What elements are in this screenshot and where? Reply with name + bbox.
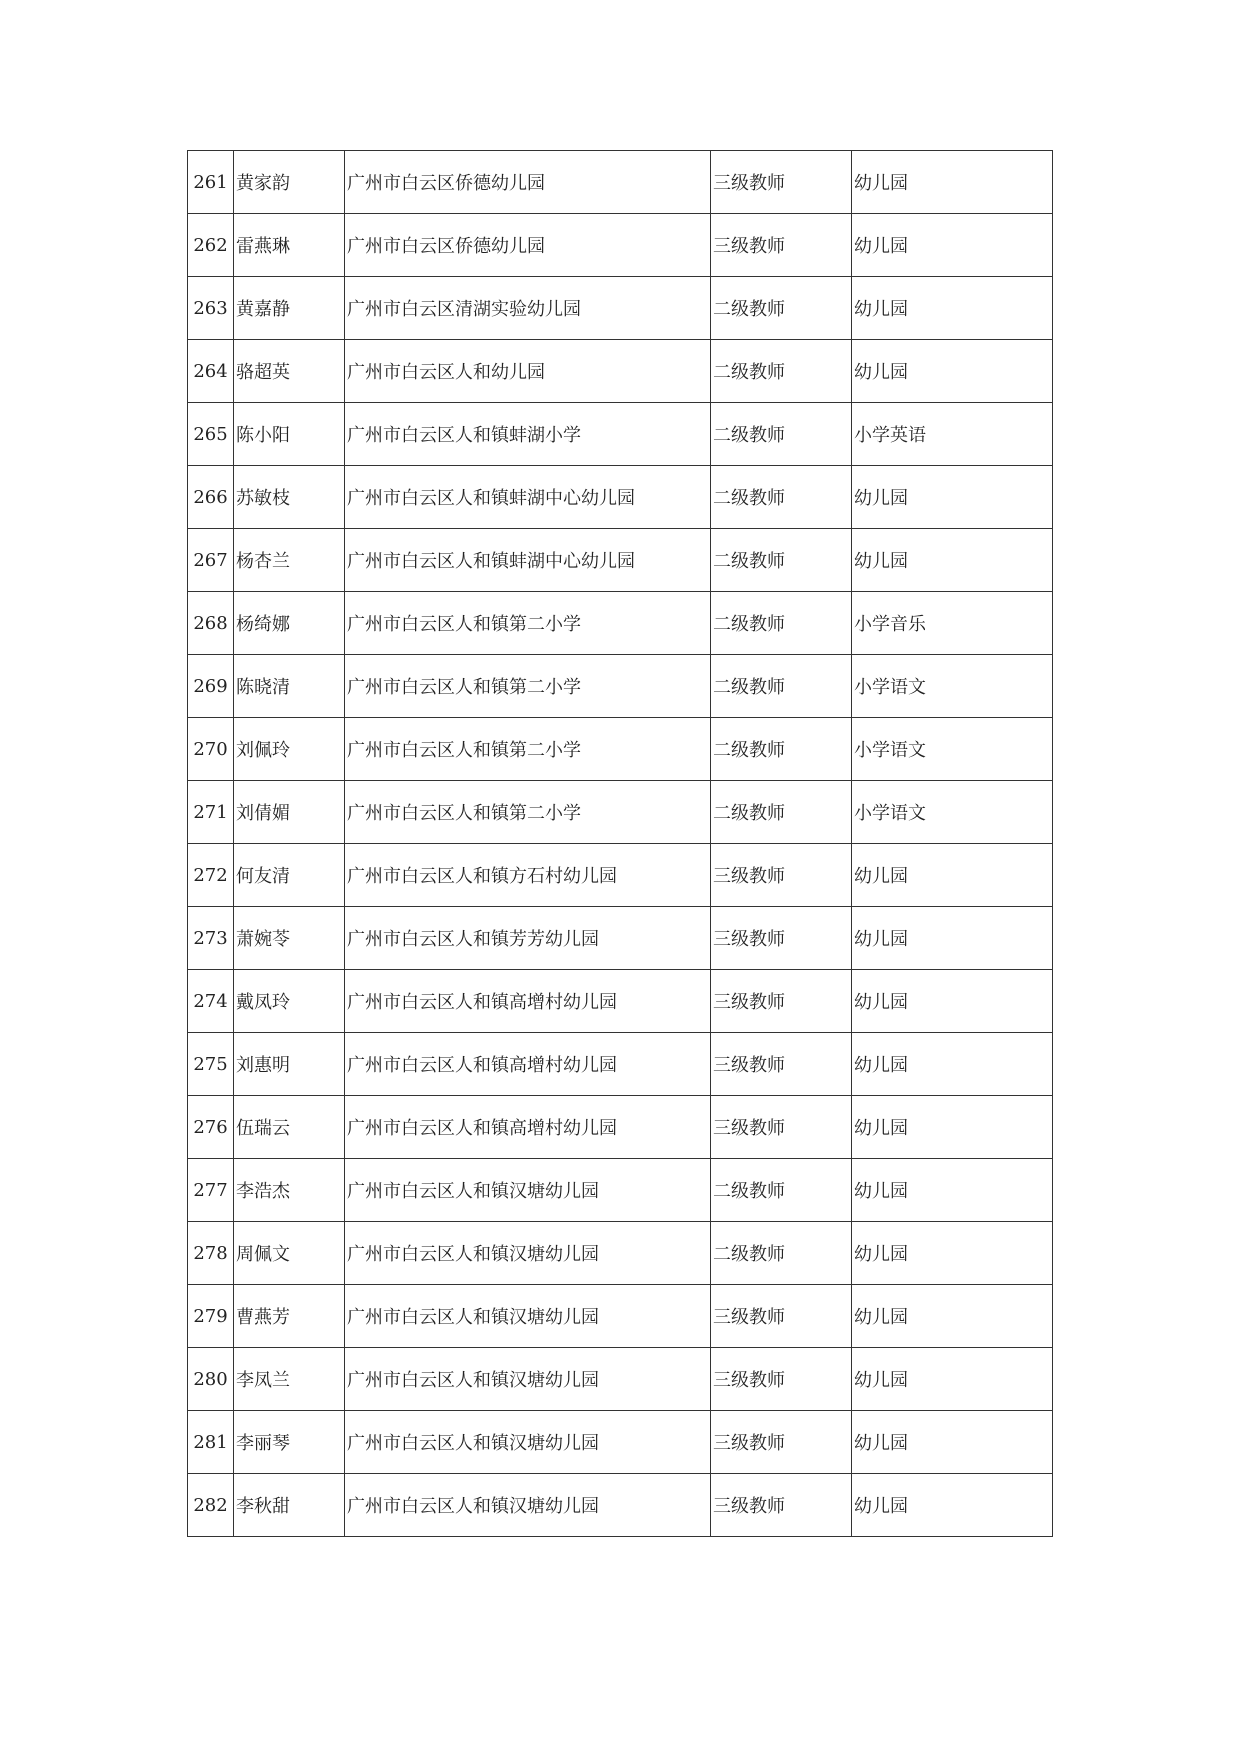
row-number-cell: 266 [188,466,234,529]
row-number-cell: 268 [188,592,234,655]
teacher-name-cell: 黄家韵 [234,151,345,214]
row-number-cell: 280 [188,1348,234,1411]
subject-cell: 幼儿园 [852,1348,1053,1411]
row-number-cell: 273 [188,907,234,970]
title-level-cell: 三级教师 [711,970,852,1033]
subject-cell: 幼儿园 [852,1474,1053,1537]
title-level-cell: 二级教师 [711,781,852,844]
teacher-name-cell: 雷燕琳 [234,214,345,277]
row-number-cell: 269 [188,655,234,718]
table-row [188,529,1053,592]
table-row [188,403,1053,466]
teacher-name-cell: 萧婉苓 [234,907,345,970]
teacher-name-cell: 骆超英 [234,340,345,403]
table-row [188,214,1053,277]
subject-cell: 幼儿园 [852,1411,1053,1474]
school-cell: 广州市白云区人和镇第二小学 [345,592,711,655]
title-level-cell: 三级教师 [711,151,852,214]
school-cell: 广州市白云区人和镇汉塘幼儿园 [345,1348,711,1411]
title-level-cell: 三级教师 [711,1285,852,1348]
table-row [188,1222,1053,1285]
subject-cell: 幼儿园 [852,466,1053,529]
school-cell: 广州市白云区侨德幼儿园 [345,214,711,277]
table-row [188,277,1053,340]
row-number-cell: 276 [188,1096,234,1159]
table-row [188,592,1053,655]
title-level-cell: 二级教师 [711,340,852,403]
title-level-cell: 二级教师 [711,466,852,529]
school-cell: 广州市白云区清湖实验幼儿园 [345,277,711,340]
school-cell: 广州市白云区人和幼儿园 [345,340,711,403]
subject-cell: 幼儿园 [852,1222,1053,1285]
table-body [188,151,1053,1537]
title-level-cell: 三级教师 [711,844,852,907]
teacher-name-cell: 李丽琴 [234,1411,345,1474]
teacher-name-cell: 杨杏兰 [234,529,345,592]
school-cell: 广州市白云区人和镇高增村幼儿园 [345,970,711,1033]
school-cell: 广州市白云区人和镇汉塘幼儿园 [345,1159,711,1222]
school-cell: 广州市白云区人和镇蚌湖中心幼儿园 [345,529,711,592]
row-number-cell: 282 [188,1474,234,1537]
title-level-cell: 二级教师 [711,529,852,592]
title-level-cell: 三级教师 [711,1348,852,1411]
subject-cell: 小学语文 [852,781,1053,844]
table-row [188,340,1053,403]
table-row [188,151,1053,214]
teacher-name-cell: 刘惠明 [234,1033,345,1096]
table-row [188,781,1053,844]
row-number-cell: 261 [188,151,234,214]
subject-cell: 幼儿园 [852,277,1053,340]
school-cell: 广州市白云区人和镇汉塘幼儿园 [345,1222,711,1285]
teacher-name-cell: 李秋甜 [234,1474,345,1537]
title-level-cell: 二级教师 [711,1159,852,1222]
school-cell: 广州市白云区人和镇芳芳幼儿园 [345,907,711,970]
title-level-cell: 三级教师 [711,1096,852,1159]
table-row [188,1411,1053,1474]
subject-cell: 小学音乐 [852,592,1053,655]
subject-cell: 幼儿园 [852,214,1053,277]
table-row [188,1033,1053,1096]
teacher-name-cell: 周佩文 [234,1222,345,1285]
row-number-cell: 277 [188,1159,234,1222]
row-number-cell: 262 [188,214,234,277]
table-row [188,1474,1053,1537]
teacher-list-table [187,150,1053,1537]
table-row [188,1348,1053,1411]
school-cell: 广州市白云区人和镇汉塘幼儿园 [345,1285,711,1348]
title-level-cell: 三级教师 [711,214,852,277]
title-level-cell: 三级教师 [711,1411,852,1474]
school-cell: 广州市白云区人和镇第二小学 [345,655,711,718]
table-row [188,844,1053,907]
school-cell: 广州市白云区人和镇第二小学 [345,718,711,781]
subject-cell: 小学英语 [852,403,1053,466]
teacher-name-cell: 曹燕芳 [234,1285,345,1348]
teacher-name-cell: 李浩杰 [234,1159,345,1222]
table-row [188,466,1053,529]
teacher-name-cell: 李凤兰 [234,1348,345,1411]
teacher-name-cell: 陈晓清 [234,655,345,718]
school-cell: 广州市白云区人和镇方石村幼儿园 [345,844,711,907]
row-number-cell: 265 [188,403,234,466]
teacher-name-cell: 苏敏枝 [234,466,345,529]
subject-cell: 幼儿园 [852,1033,1053,1096]
subject-cell: 小学语文 [852,655,1053,718]
row-number-cell: 274 [188,970,234,1033]
row-number-cell: 267 [188,529,234,592]
row-number-cell: 279 [188,1285,234,1348]
table-row [188,970,1053,1033]
row-number-cell: 270 [188,718,234,781]
table-row [188,718,1053,781]
title-level-cell: 三级教师 [711,1033,852,1096]
table-row [188,655,1053,718]
row-number-cell: 275 [188,1033,234,1096]
title-level-cell: 二级教师 [711,655,852,718]
row-number-cell: 264 [188,340,234,403]
teacher-name-cell: 伍瑞云 [234,1096,345,1159]
teacher-name-cell: 杨绮娜 [234,592,345,655]
title-level-cell: 三级教师 [711,907,852,970]
subject-cell: 幼儿园 [852,151,1053,214]
table-row [188,1096,1053,1159]
school-cell: 广州市白云区人和镇汉塘幼儿园 [345,1474,711,1537]
teacher-name-cell: 何友清 [234,844,345,907]
subject-cell: 幼儿园 [852,1285,1053,1348]
school-cell: 广州市白云区人和镇高增村幼儿园 [345,1033,711,1096]
title-level-cell: 二级教师 [711,277,852,340]
subject-cell: 幼儿园 [852,907,1053,970]
table-row [188,907,1053,970]
subject-cell: 幼儿园 [852,970,1053,1033]
title-level-cell: 二级教师 [711,1222,852,1285]
row-number-cell: 281 [188,1411,234,1474]
teacher-name-cell: 刘佩玲 [234,718,345,781]
school-cell: 广州市白云区人和镇汉塘幼儿园 [345,1411,711,1474]
table-row [188,1159,1053,1222]
teacher-name-cell: 陈小阳 [234,403,345,466]
title-level-cell: 二级教师 [711,718,852,781]
school-cell: 广州市白云区人和镇蚌湖中心幼儿园 [345,466,711,529]
school-cell: 广州市白云区侨德幼儿园 [345,151,711,214]
teacher-name-cell: 黄嘉静 [234,277,345,340]
title-level-cell: 二级教师 [711,403,852,466]
title-level-cell: 二级教师 [711,592,852,655]
subject-cell: 幼儿园 [852,1096,1053,1159]
school-cell: 广州市白云区人和镇蚌湖小学 [345,403,711,466]
subject-cell: 小学语文 [852,718,1053,781]
subject-cell: 幼儿园 [852,1159,1053,1222]
school-cell: 广州市白云区人和镇高增村幼儿园 [345,1096,711,1159]
title-level-cell: 三级教师 [711,1474,852,1537]
subject-cell: 幼儿园 [852,529,1053,592]
row-number-cell: 271 [188,781,234,844]
table-row [188,1285,1053,1348]
teacher-name-cell: 刘倩媚 [234,781,345,844]
subject-cell: 幼儿园 [852,844,1053,907]
row-number-cell: 263 [188,277,234,340]
teacher-name-cell: 戴凤玲 [234,970,345,1033]
row-number-cell: 278 [188,1222,234,1285]
school-cell: 广州市白云区人和镇第二小学 [345,781,711,844]
subject-cell: 幼儿园 [852,340,1053,403]
row-number-cell: 272 [188,844,234,907]
